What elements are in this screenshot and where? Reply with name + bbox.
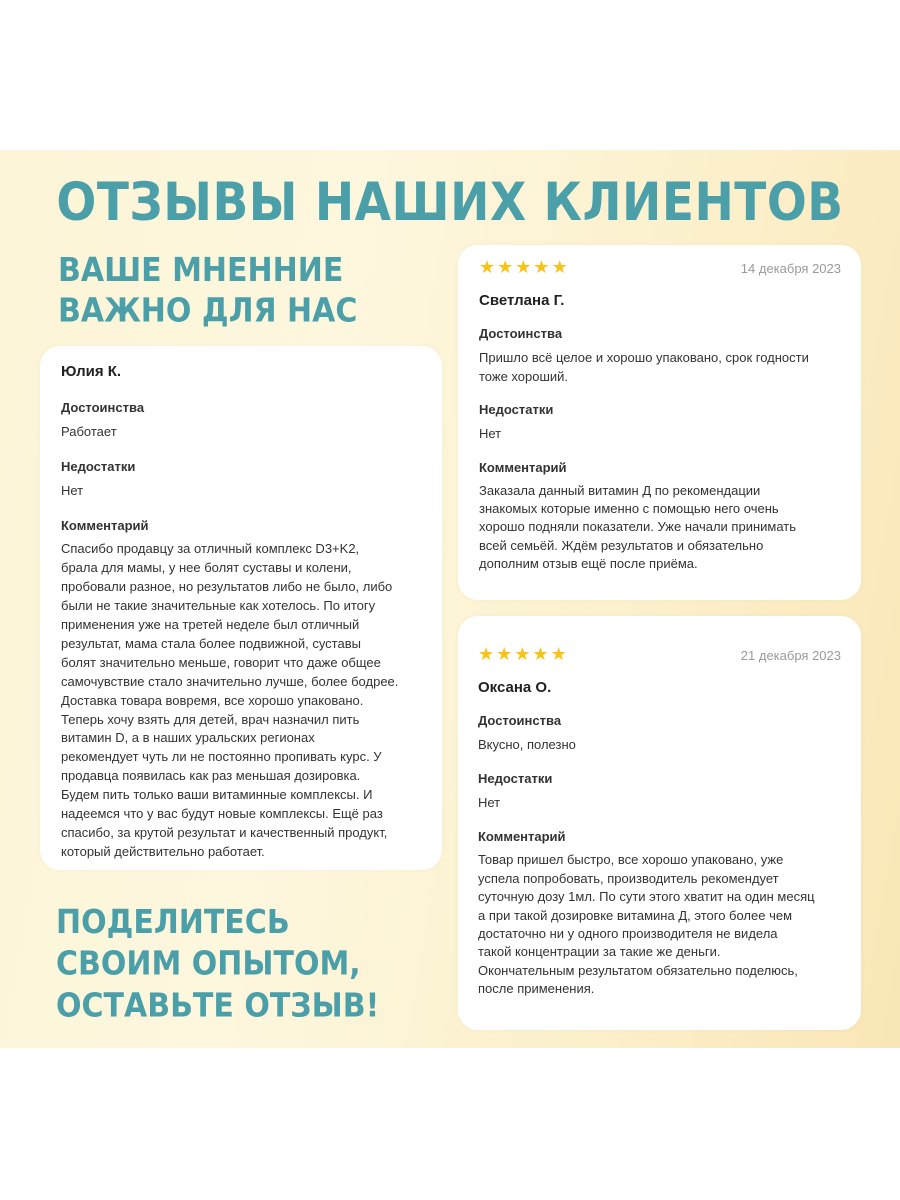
comment-label: Комментарий [61,518,149,534]
star-rating [478,645,567,665]
star-icon: ★ [497,257,514,278]
star-icon: ★ [514,644,531,665]
cta-line: ОСТАВЬТЕ ОТЗЫВ! [56,986,380,1026]
pros-text: Пришло всё целое и хорошо упаковано, срок годности тоже хороший. [479,350,809,385]
star-icon: ★ [479,257,496,278]
review-card-svetlana [458,245,861,600]
star-icon: ★ [496,644,513,665]
star-icon: ★ [532,644,549,665]
reviewer-name: Оксана О. [478,679,552,696]
star-icon: ★ [533,257,550,278]
cons-label: Недостатки [479,402,554,418]
comment-label: Комментарий [479,459,567,475]
cons-text: Нет [61,483,84,499]
call-to-action [56,902,379,1027]
star-icon: ★ [550,644,567,665]
review-date: 14 декабря 2023 [740,260,841,276]
pros-text: Вкусно, полезно [478,737,576,752]
subtitle-line: ВАШЕ МНЕННИЕ [58,251,344,290]
subtitle [58,250,357,331]
pros-text: Работает [61,424,117,439]
comment-text: Товар пришел быстро, все хорошо упаковано, уже успела попробовать, производитель рекомендует суточную дозу 1мл. По сути этого хватит на один месяц а при такой дозировке витамина Д, этого более чем достаточно ни у одного производителя не видела такой концентрации за такие же деньги. Окончательным результатом обязательно поделюсь, после применения. [478,852,815,997]
comment-text: Спасибо продавцу за отличный комплекс D3+K2, брала для мамы, у нее болят суставы и колени, пробовали разное, но результатов либо не было, либо были не такие значительные как хотелось. По итогу применения уже на третей неделе был отличный результат, мама стала более подвижной, суставы болят значительно меньше, говорит что даже общее самочувствие стало значительно лучше, более бодрее. Доставка товара вовремя, все хорошо упаковано. Теперь хочу взять для детей, врач назначил пить витамин D, а в наших уральских регионах рекомендует чуть ли не постоянно пропивать курс. У продавца появилась как раз меньшая дозировка. Будем пить только ваши витаминные комплексы. И надеемся что у вас будут новые комплексы. Ещё раз спасибо, за крутой результат и качественный продукт, который действительно работает. [61,541,399,859]
pros-label: Достоинства [478,713,562,728]
review-card-yulia [40,346,442,870]
card-header [479,257,841,279]
comment-label: Комментарий [478,829,566,845]
card-header [478,644,841,666]
star-icon: ★ [478,644,495,665]
page-title: ОТЗЫВЫ НАШИХ КЛИЕНТОВ [56,172,844,234]
cons-text: Нет [479,426,502,442]
reviewer-name: Юлия К. [61,363,122,380]
pros-label: Достоинства [479,326,563,341]
cons-label: Недостатки [61,459,136,475]
pros-label: Достоинства [61,400,145,415]
star-icon: ★ [515,257,532,278]
star-rating [479,258,568,278]
comment-text: Заказала данный витамин Д по рекомендации знакомых которые именно с помощью него очень хорошо подняли показатели. Уже начали принимать всей семьёй. Ждём результатов и обязательно дополним отзыв ещё после приёма. [479,482,797,572]
cta-line: СВОИМ ОПЫТОМ, [56,944,361,984]
star-icon: ★ [551,257,568,278]
review-card-oksana [458,616,861,1030]
subtitle-line: ВАЖНО ДЛЯ НАС [58,291,358,331]
review-date: 21 декабря 2023 [740,647,841,663]
cta-line: ПОДЕЛИТЕСЬ [56,903,290,942]
cons-label: Недостатки [478,771,553,787]
reviewer-name: Светлана Г. [479,292,565,309]
reviews-banner [0,150,900,1048]
cons-text: Нет [478,795,501,811]
